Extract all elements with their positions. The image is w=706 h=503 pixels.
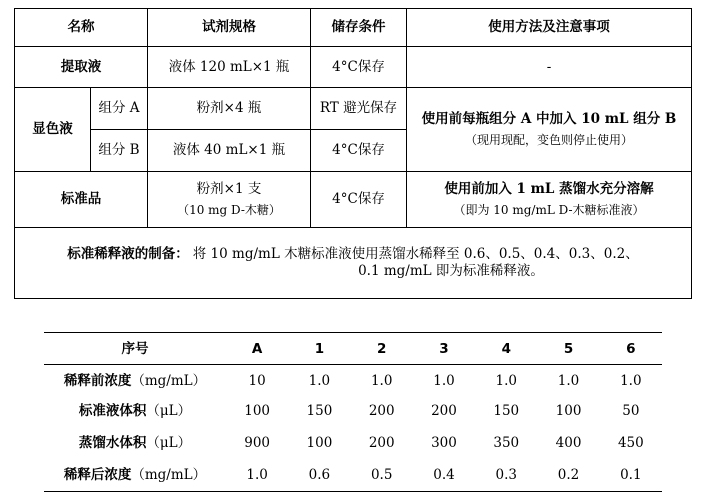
dilution-col-header: A <box>226 333 288 365</box>
prep-line-1: 将 10 mg/mL 木糖标准液使用蒸馏水稀释至 0.6、0.5、0.4、0.3、0.2、 <box>192 246 639 262</box>
standard-row <box>15 172 692 228</box>
table-cell: 0.6 <box>288 458 350 491</box>
reagent-header-row <box>15 9 692 47</box>
standard-usage-text: 使用前加入 1 mL 蒸馏水充分溶解 <box>444 180 654 197</box>
component-b-spec: 液体 40 mL×1 瓶 <box>148 130 311 172</box>
row-label-unit: （μL） <box>146 434 192 451</box>
table-cell: 1.0 <box>226 458 288 491</box>
table-row <box>44 365 662 396</box>
color-reagent-name: 显色液 <box>15 88 91 172</box>
table-cell: 150 <box>306 403 333 420</box>
color-component-a-row <box>15 88 692 130</box>
extraction-name: 提取液 <box>15 47 148 88</box>
table-cell: 350 <box>493 434 520 451</box>
dilution-col-header: 3 <box>413 333 475 365</box>
table-cell: 100 <box>244 403 271 420</box>
table-cell: 50 <box>622 403 640 420</box>
table-cell: 1.0 <box>433 372 455 389</box>
reagent-table <box>14 8 692 299</box>
table-cell: 400 <box>555 434 582 451</box>
standard-name: 标准品 <box>15 172 148 228</box>
dilution-col-header: 5 <box>537 333 599 365</box>
color-reagent-usage <box>407 88 692 172</box>
dilution-col-header: 2 <box>351 333 413 365</box>
header-storage: 储存条件 <box>311 9 407 47</box>
standard-spec-text: 粉剂×1 支 <box>196 180 262 197</box>
table-cell: 900 <box>244 434 271 451</box>
row-label <box>44 427 226 458</box>
table-cell: 1.0 <box>495 372 517 389</box>
table-cell: 1.0 <box>620 372 642 389</box>
component-b-name: 组分 B <box>91 130 148 172</box>
table-cell: 300 <box>431 434 457 451</box>
row-label-text: 标准液体积 <box>78 403 147 420</box>
row-label-unit: （μL） <box>146 403 192 420</box>
table-cell: 1.0 <box>557 372 580 389</box>
extraction-row <box>15 47 692 88</box>
row-label <box>44 396 226 427</box>
table-cell: 150 <box>493 403 520 420</box>
extraction-usage: - <box>407 47 692 88</box>
component-a-spec: 粉剂×4 瓶 <box>148 88 311 130</box>
header-spec: 试剂规格 <box>148 9 311 47</box>
header-name: 名称 <box>15 9 148 47</box>
dilution-col-header: 1 <box>288 333 350 365</box>
table-row <box>44 458 662 491</box>
row-label-text: 稀释前浓度 <box>63 372 132 389</box>
standard-storage: 4°C保存 <box>311 172 407 228</box>
dilution-col-header: 6 <box>600 333 662 365</box>
dilution-header-row <box>44 333 662 365</box>
component-a-storage: RT 避光保存 <box>311 88 407 130</box>
table-cell: 200 <box>368 403 395 420</box>
extraction-spec: 液体 120 mL×1 瓶 <box>148 47 311 88</box>
dilution-header-label: 序号 <box>44 333 226 365</box>
standard-spec-note: （10 mg D-木糖） <box>177 202 281 217</box>
component-a-name: 组分 A <box>91 88 148 130</box>
row-label <box>44 365 226 396</box>
table-cell: 10 <box>248 372 266 389</box>
table-row <box>44 427 662 458</box>
table-cell: 0.1 <box>600 458 662 491</box>
table-cell: 100 <box>306 434 333 451</box>
row-label <box>44 458 226 491</box>
component-b-storage: 4°C保存 <box>311 130 407 172</box>
dilution-table <box>44 332 662 492</box>
table-cell: 0.2 <box>537 458 599 491</box>
prep-label: 标准稀释液的制备： <box>67 246 189 262</box>
row-label-unit: （mg/mL） <box>131 372 207 389</box>
table-row <box>44 396 662 427</box>
row-label-text: 蒸馏水体积 <box>78 434 147 451</box>
standard-usage <box>407 172 692 228</box>
dilution-col-header: 4 <box>475 333 537 365</box>
row-label-text: 稀释后浓度 <box>63 466 132 483</box>
table-cell: 100 <box>555 403 582 420</box>
standard-spec <box>148 172 311 228</box>
color-usage-text: 使用前每瓶组分 A 中加入 10 mL 组分 B <box>421 110 677 127</box>
header-usage: 使用方法及注意事项 <box>407 9 692 47</box>
table-cell: 0.4 <box>413 458 475 491</box>
prep-line-2: 0.1 mg/mL 即为标准稀释液。 <box>358 263 544 279</box>
standard-usage-note: （即为 10 mg/mL D-木糖标准液） <box>453 202 645 217</box>
table-cell: 200 <box>431 403 457 420</box>
color-usage-note: （现用现配，变色则停止使用） <box>464 132 633 147</box>
prep-row <box>15 228 692 299</box>
row-label-unit: （mg/mL） <box>131 466 207 483</box>
table-cell: 1.0 <box>370 372 393 389</box>
table-cell: 200 <box>368 434 395 451</box>
prep-instructions <box>15 228 692 299</box>
table-cell: 450 <box>617 434 644 451</box>
table-cell: 0.3 <box>475 458 537 491</box>
table-cell: 0.5 <box>351 458 413 491</box>
extraction-storage: 4°C保存 <box>311 47 407 88</box>
table-cell: 1.0 <box>308 372 331 389</box>
